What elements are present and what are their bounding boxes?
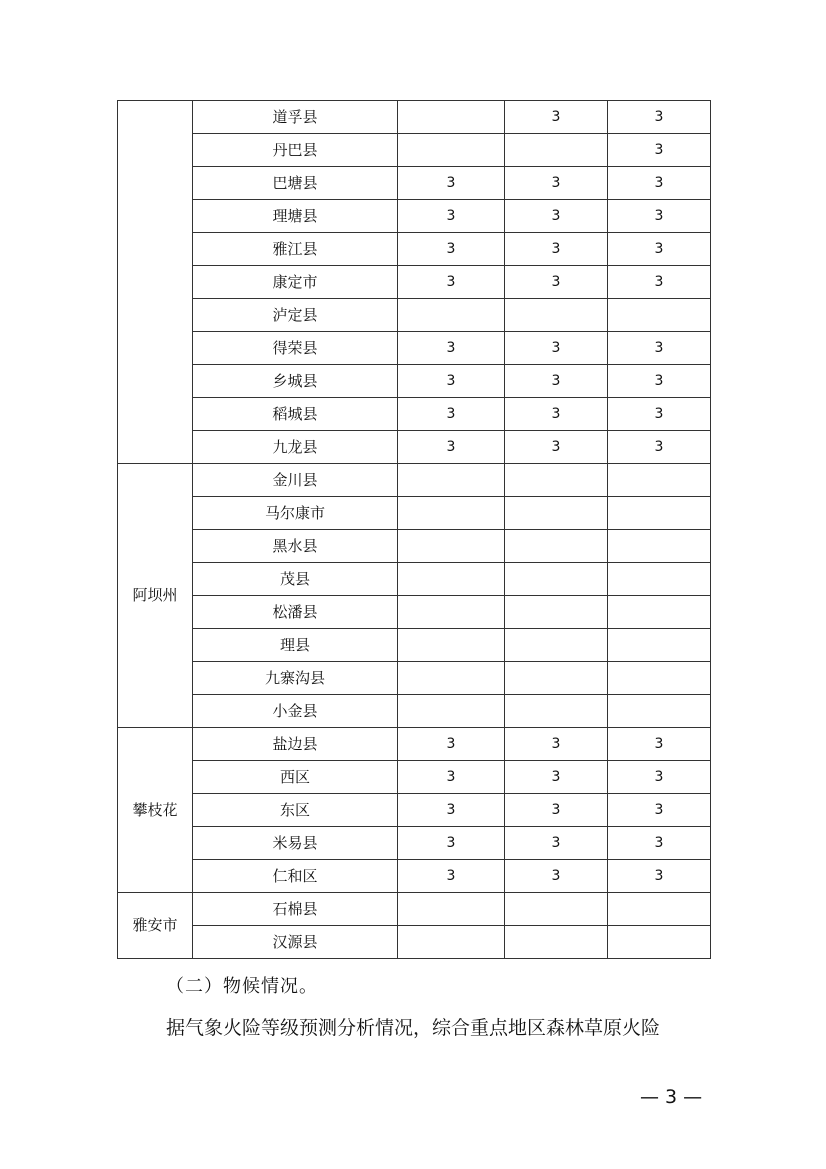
risk-level-cell — [608, 596, 711, 629]
region-cell: 攀枝花 — [118, 728, 193, 893]
table-row — [118, 398, 711, 431]
county-cell: 得荣县 — [193, 332, 398, 365]
county-cell: 理塘县 — [193, 200, 398, 233]
risk-level-cell: 3 — [398, 167, 505, 200]
risk-level-cell: 3 — [608, 728, 711, 761]
risk-level-cell: 3 — [505, 365, 608, 398]
table-row — [118, 695, 711, 728]
risk-level-cell — [608, 497, 711, 530]
table-row — [118, 827, 711, 860]
risk-level-cell — [398, 101, 505, 134]
risk-level-cell — [398, 596, 505, 629]
table-row — [118, 299, 711, 332]
risk-level-cell — [398, 629, 505, 662]
risk-level-cell: 3 — [398, 761, 505, 794]
fire-risk-table — [117, 100, 711, 959]
risk-level-cell: 3 — [505, 233, 608, 266]
table-body — [118, 101, 711, 959]
risk-level-cell: 3 — [608, 761, 711, 794]
risk-level-cell: 3 — [608, 860, 711, 893]
county-cell: 雅江县 — [193, 233, 398, 266]
table-row — [118, 101, 711, 134]
risk-level-cell — [398, 563, 505, 596]
county-cell: 盐边县 — [193, 728, 398, 761]
risk-level-cell: 3 — [608, 167, 711, 200]
table-row — [118, 728, 711, 761]
risk-level-cell: 3 — [608, 794, 711, 827]
risk-level-cell — [505, 695, 608, 728]
risk-level-cell — [505, 497, 608, 530]
county-cell: 汉源县 — [193, 926, 398, 959]
risk-level-cell — [505, 926, 608, 959]
county-cell: 泸定县 — [193, 299, 398, 332]
county-cell: 茂县 — [193, 563, 398, 596]
risk-level-cell: 3 — [608, 332, 711, 365]
table-row — [118, 431, 711, 464]
county-cell: 金川县 — [193, 464, 398, 497]
table-row — [118, 893, 711, 926]
county-cell: 松潘县 — [193, 596, 398, 629]
risk-level-cell: 3 — [398, 200, 505, 233]
risk-level-cell: 3 — [398, 728, 505, 761]
risk-level-cell: 3 — [608, 398, 711, 431]
risk-level-cell — [505, 464, 608, 497]
risk-level-cell — [608, 926, 711, 959]
body-paragraph: 据气象火险等级预测分析情况，综合重点地区森林草原火险 — [166, 1017, 661, 1039]
risk-level-cell: 3 — [505, 101, 608, 134]
county-cell: 丹巴县 — [193, 134, 398, 167]
county-cell: 小金县 — [193, 695, 398, 728]
table-row — [118, 761, 711, 794]
county-cell: 理县 — [193, 629, 398, 662]
risk-level-cell — [398, 134, 505, 167]
risk-level-cell: 3 — [505, 827, 608, 860]
risk-level-cell — [608, 695, 711, 728]
risk-level-cell — [505, 629, 608, 662]
risk-level-cell — [398, 299, 505, 332]
risk-level-cell: 3 — [505, 794, 608, 827]
risk-level-cell: 3 — [608, 365, 711, 398]
table-row — [118, 596, 711, 629]
table-row — [118, 233, 711, 266]
risk-level-cell: 3 — [505, 200, 608, 233]
risk-level-cell: 3 — [608, 101, 711, 134]
risk-level-cell — [398, 464, 505, 497]
risk-level-cell — [398, 530, 505, 563]
section-heading: （二）物候情况。 — [166, 976, 318, 997]
county-cell: 巴塘县 — [193, 167, 398, 200]
region-cell: 雅安市 — [118, 893, 193, 959]
county-cell: 乡城县 — [193, 365, 398, 398]
risk-level-cell: 3 — [608, 134, 711, 167]
table-row — [118, 200, 711, 233]
county-cell: 九龙县 — [193, 431, 398, 464]
risk-level-cell — [398, 695, 505, 728]
table-row — [118, 167, 711, 200]
risk-level-cell: 3 — [608, 200, 711, 233]
risk-level-cell — [608, 299, 711, 332]
risk-level-cell: 3 — [608, 233, 711, 266]
risk-level-cell — [608, 563, 711, 596]
table-row — [118, 794, 711, 827]
table-row — [118, 563, 711, 596]
table-row — [118, 860, 711, 893]
risk-level-cell: 3 — [398, 398, 505, 431]
county-cell: 石棉县 — [193, 893, 398, 926]
table-row — [118, 134, 711, 167]
county-cell: 道孚县 — [193, 101, 398, 134]
county-cell: 稻城县 — [193, 398, 398, 431]
risk-level-cell — [505, 134, 608, 167]
county-cell: 西区 — [193, 761, 398, 794]
risk-level-cell: 3 — [398, 266, 505, 299]
risk-level-cell — [505, 530, 608, 563]
risk-level-cell: 3 — [505, 761, 608, 794]
table-row — [118, 662, 711, 695]
risk-level-cell: 3 — [505, 431, 608, 464]
risk-level-cell: 3 — [505, 860, 608, 893]
table-row — [118, 530, 711, 563]
risk-level-cell: 3 — [398, 827, 505, 860]
risk-level-cell: 3 — [398, 794, 505, 827]
county-cell: 米易县 — [193, 827, 398, 860]
risk-level-cell — [608, 662, 711, 695]
risk-level-cell: 3 — [398, 431, 505, 464]
risk-level-cell: 3 — [505, 167, 608, 200]
risk-level-cell: 3 — [398, 365, 505, 398]
risk-level-cell — [398, 497, 505, 530]
risk-level-cell — [505, 596, 608, 629]
risk-level-cell: 3 — [608, 431, 711, 464]
county-cell: 仁和区 — [193, 860, 398, 893]
county-cell: 九寨沟县 — [193, 662, 398, 695]
table-row — [118, 365, 711, 398]
risk-level-cell — [608, 629, 711, 662]
risk-level-cell — [608, 893, 711, 926]
risk-level-cell: 3 — [505, 266, 608, 299]
risk-level-cell: 3 — [505, 332, 608, 365]
county-cell: 马尔康市 — [193, 497, 398, 530]
risk-level-cell — [505, 662, 608, 695]
risk-level-cell — [608, 464, 711, 497]
risk-level-cell — [505, 299, 608, 332]
table-row — [118, 497, 711, 530]
risk-level-cell: 3 — [608, 266, 711, 299]
risk-level-cell — [398, 893, 505, 926]
risk-level-cell — [608, 530, 711, 563]
risk-level-cell — [505, 563, 608, 596]
risk-level-cell: 3 — [505, 398, 608, 431]
risk-level-cell — [398, 662, 505, 695]
county-cell: 东区 — [193, 794, 398, 827]
county-cell: 黑水县 — [193, 530, 398, 563]
risk-level-cell: 3 — [398, 860, 505, 893]
risk-level-cell: 3 — [398, 233, 505, 266]
region-cell — [118, 101, 193, 464]
table-row — [118, 629, 711, 662]
table-row — [118, 266, 711, 299]
table-row — [118, 926, 711, 959]
table-row — [118, 332, 711, 365]
risk-level-cell — [505, 893, 608, 926]
risk-level-cell — [398, 926, 505, 959]
risk-level-cell: 3 — [505, 728, 608, 761]
table-row — [118, 464, 711, 497]
county-cell: 康定市 — [193, 266, 398, 299]
region-cell: 阿坝州 — [118, 464, 193, 728]
risk-level-cell: 3 — [608, 827, 711, 860]
risk-level-cell: 3 — [398, 332, 505, 365]
page-number: — 3 — — [640, 1086, 703, 1108]
